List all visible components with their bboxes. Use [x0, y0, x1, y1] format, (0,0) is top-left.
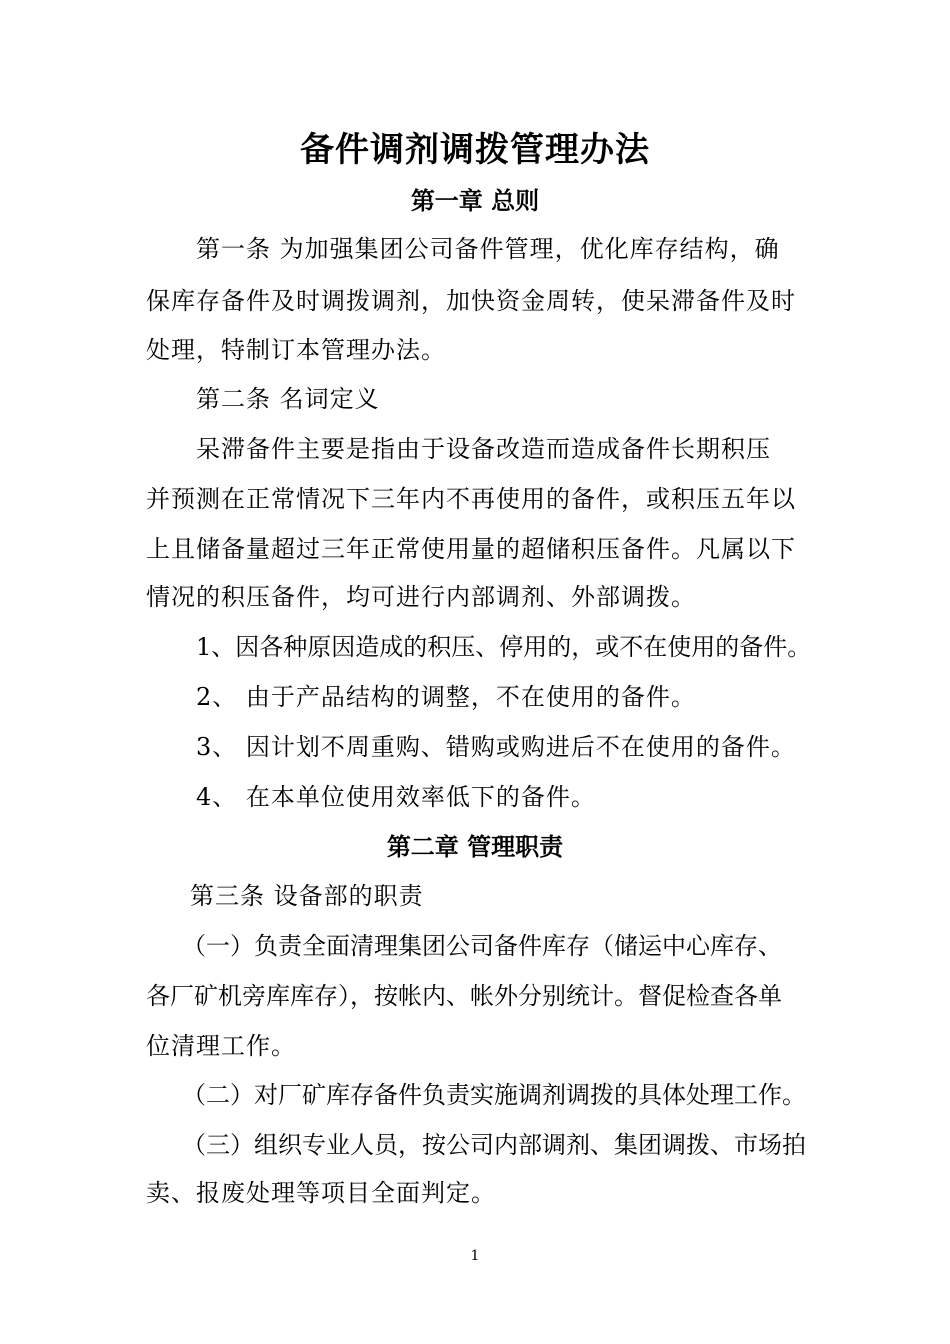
chapter-2-heading: 第二章 管理职责 [386, 832, 564, 861]
article-2-definition-line-3: 上且储备量超过三年正常使用量的超储积压备件。凡属以下 [146, 535, 796, 563]
list-item-3: 3、 因计划不周重购、错购或购进后不在使用的备件。 [196, 733, 796, 761]
duty-3-line-2: 卖、报废处理等项目全面判定。 [146, 1179, 496, 1207]
duty-2-line: （二）对厂矿库存备件负责实施调剂调拨的具体处理工作。 [182, 1081, 806, 1109]
article-2-definition-line-2: 并预测在正常情况下三年内不再使用的备件，或积压五年以 [146, 485, 796, 513]
article-1-line-1: 第一条 为加强集团公司备件管理，优化库存结构，确 [196, 235, 780, 263]
article-2-heading: 第二条 名词定义 [196, 385, 380, 413]
article-2-definition-line-4: 情况的积压备件，均可进行内部调剂、外部调拨。 [146, 583, 696, 611]
document-title: 备件调剂调拨管理办法 [300, 130, 650, 170]
page-number: 1 [470, 1248, 480, 1264]
duty-1-line-1: （一）负责全面清理集团公司备件库存（储运中心库存、 [182, 932, 782, 960]
article-1-line-3: 处理，特制订本管理办法。 [146, 336, 446, 364]
article-2-definition-line-1: 呆滞备件主要是指由于设备改造而造成备件长期积压 [196, 435, 771, 463]
list-item-1: 1、因各种原因造成的积压、停用的，或不在使用的备件。 [196, 633, 812, 661]
list-item-4: 4、 在本单位使用效率低下的备件。 [196, 783, 596, 811]
duty-1-line-3: 位清理工作。 [146, 1032, 296, 1060]
article-3-heading: 第三条 设备部的职责 [190, 882, 424, 910]
chapter-1-heading: 第一章 总则 [410, 186, 540, 215]
duty-1-line-2: 各厂矿机旁库库存），按帐内、帐外分别统计。督促检查各单 [146, 982, 782, 1010]
duty-3-line-1: （三）组织专业人员，按公司内部调剂、集团调拨、市场拍 [182, 1131, 806, 1159]
list-item-2: 2、 由于产品结构的调整，不在使用的备件。 [196, 683, 696, 711]
article-1-line-2: 保库存备件及时调拨调剂，加快资金周转，使呆滞备件及时 [146, 287, 796, 315]
